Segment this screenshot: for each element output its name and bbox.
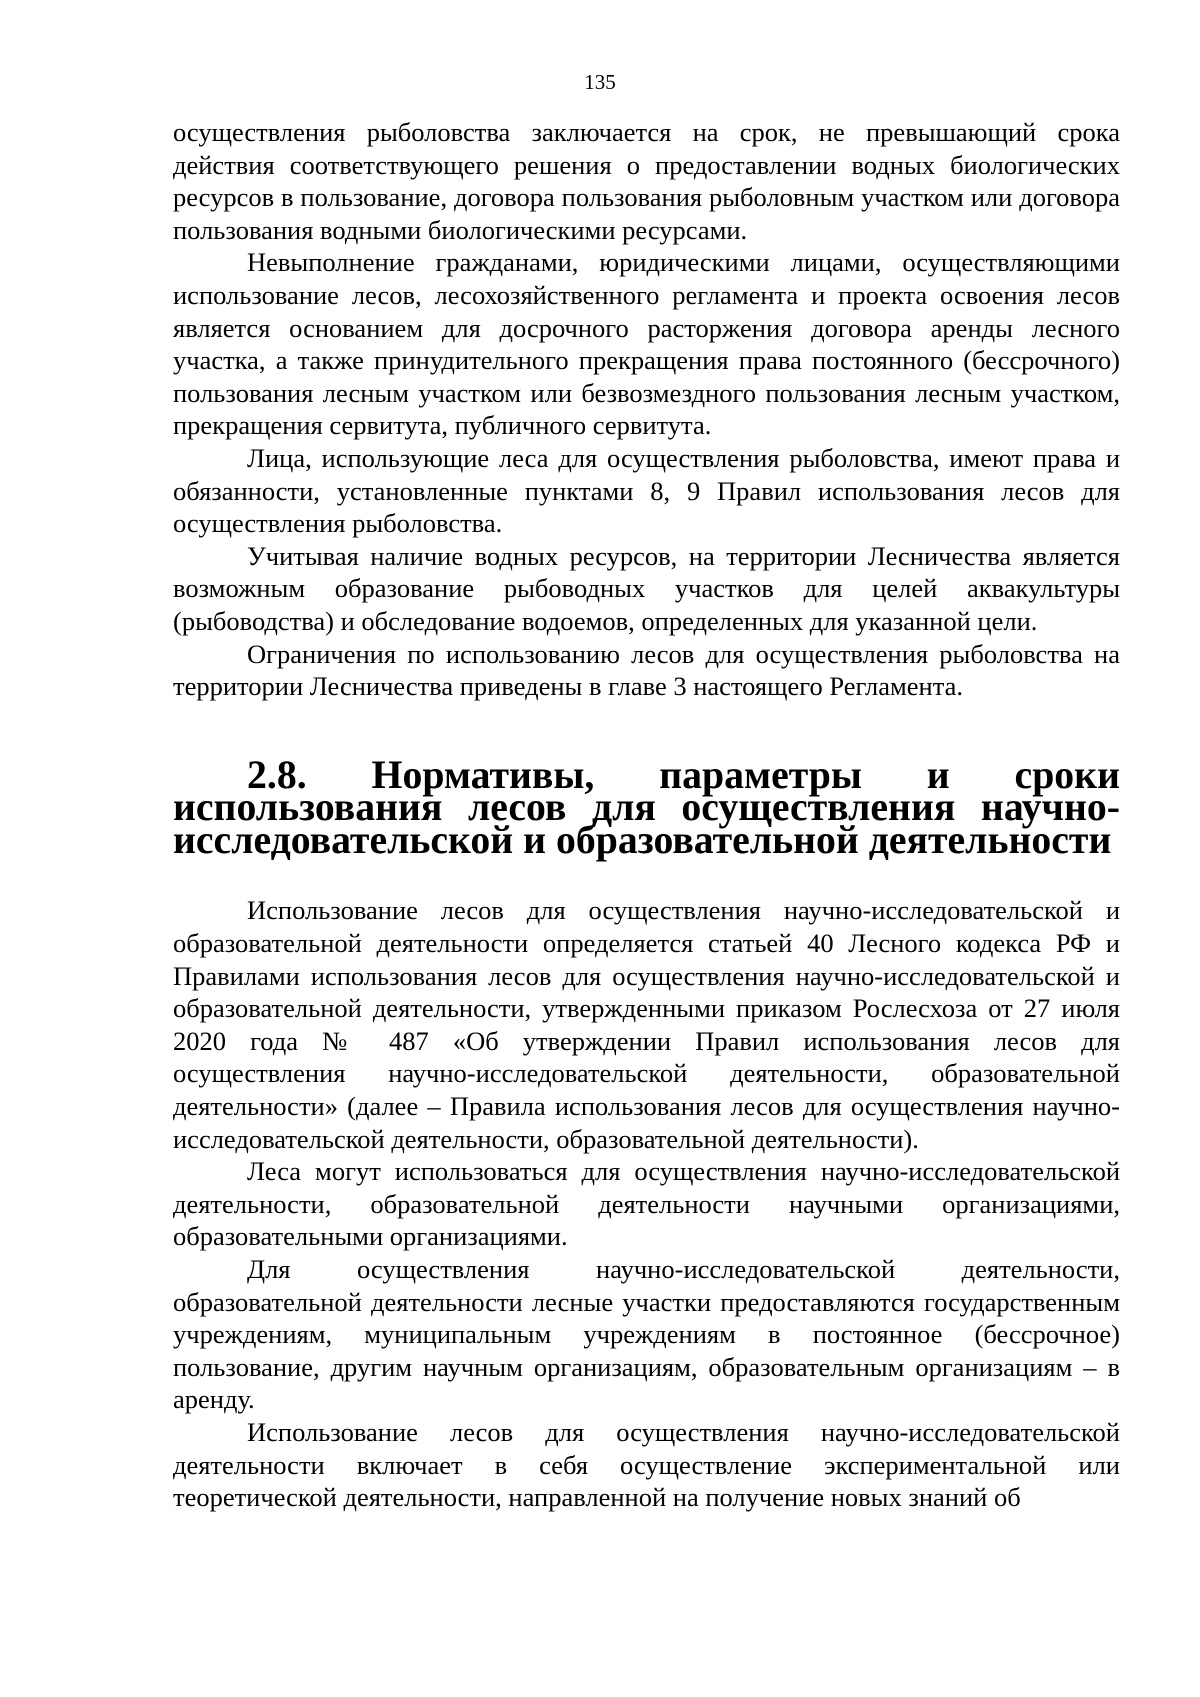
paragraph-land-provision: Для осуществления научно-исследовательской деятельности, образовательной деятельности лесные участки предоставляются государственным учреждениям, муниципальным учреждениям в постоянное (бессрочное) пользование, другим научным организациям, образовательным организациям – в аренду. (173, 1254, 1120, 1415)
paragraph-continuation: осуществления рыболовства заключается на срок, не превышающий срока действия соответствующего решения о предоставлении водных биологических ресурсов в пользование, договора пользования рыболовным участком или договора пользования водными биологическими ресурсами. (173, 117, 1120, 245)
paragraph-aquaculture: Учитывая наличие водных ресурсов, на территории Лесничества является возможным образование рыбоводных участков для целей аквакультуры (рыбоводства) и обследование водоемов, определенных для указанной цели. (173, 540, 1120, 636)
section-heading: 2.8. Нормативы, параметры и сроки использования лесов для осуществления научно-исследовательской и образовательной деятельности (173, 752, 1120, 862)
document-body (173, 116, 1120, 1514)
paragraph-research-scope: Использование лесов для осуществления научно-исследовательской деятельности включает в себя осуществление экспериментальной или теоретической деятельности, направленной на получение новых знаний об (173, 1416, 1120, 1513)
paragraph-who-may-use: Леса могут использоваться для осуществления научно-исследовательской деятельности, образовательной деятельности научными организациями, образовательными организациями. (173, 1156, 1120, 1252)
paragraph-restrictions: Ограничения по использованию лесов для осуществления рыболовства на территории Лесничества приведены в главе 3 настоящего Регламента. (173, 638, 1120, 702)
paragraph-research-use: Использование лесов для осуществления научно-исследовательской и образовательной деятельности определяется статьей 40 Лесного кодекса РФ и Правилами использования лесов для осуществления научно-исследовательской и образовательной деятельности, утвержденными приказом Рослесхоза от 27 июля 2020 года № 487 «Об утверждении Правил использования лесов для осуществления научно-исследовательской деятельности, образовательной деятельности» (далее – Правила использования лесов для осуществления научно-исследовательской деятельности, образовательной деятельности). (173, 895, 1120, 1154)
paragraph-rights-duties: Лица, использующие леса для осуществления рыболовства, имеют права и обязанности, установленные пунктами 8, 9 Правил использования лесов для осуществления рыболовства. (173, 442, 1120, 539)
paragraph-non-compliance: Невыполнение гражданами, юридическими лицами, осуществляющими использование лесов, лесохозяйственного регламента и проекта освоения лесов является основанием для досрочного расторжения договора аренды лесного участка, а также принудительного прекращения права постоянного (бессрочного) пользования лесным участком или безвозмездного пользования лесным участком, прекращения сервитута, публичного сервитута. (173, 247, 1120, 441)
page-number: 135 (584, 70, 616, 94)
